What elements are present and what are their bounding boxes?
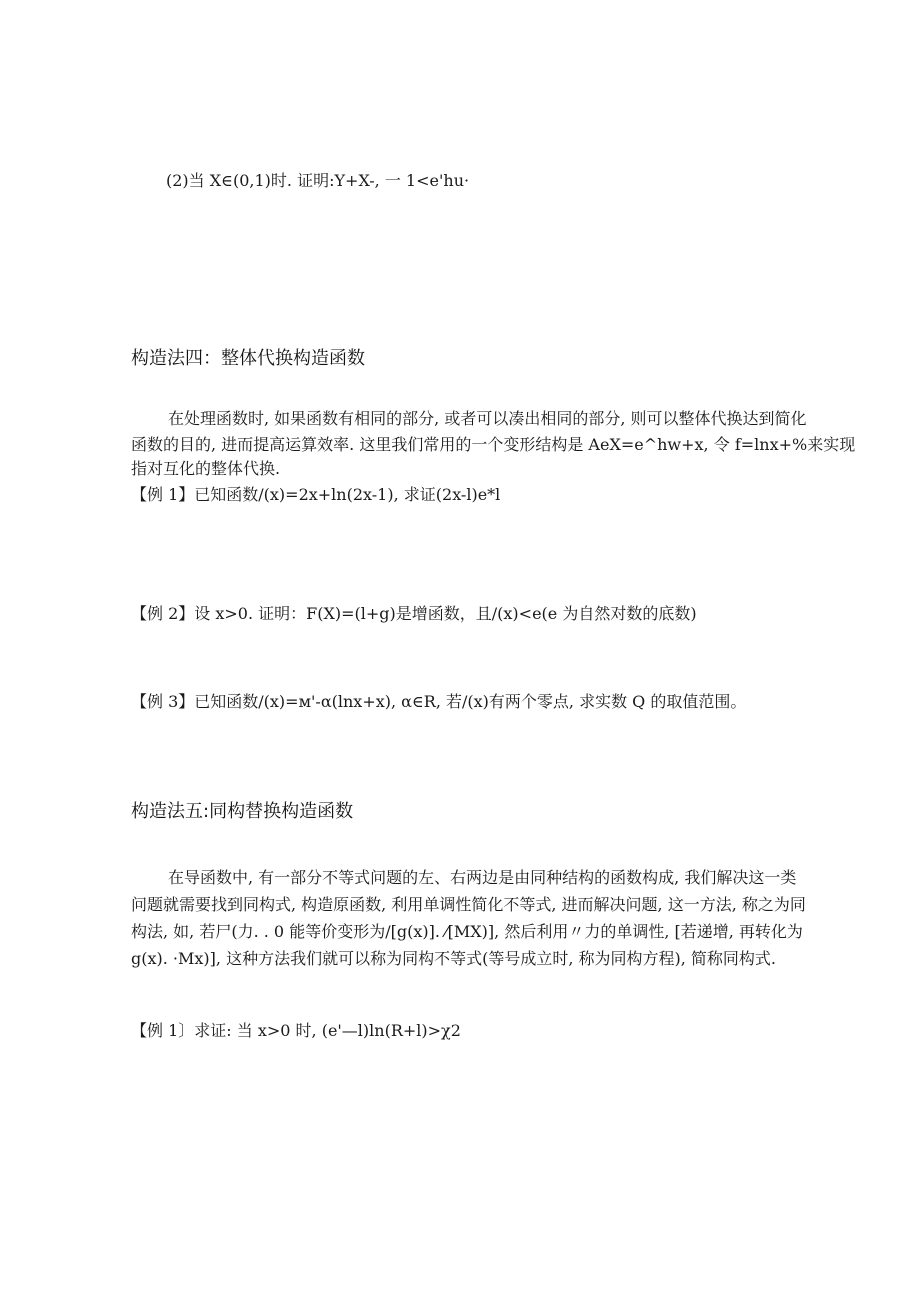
section-4-paragraph-line: 指对互化的整体代换. <box>131 459 281 478</box>
problem-part-2: (2)当 X∈(0,1)时. 证明:Y+X-, 一 1<e'hu· <box>166 171 470 190</box>
section-5-paragraph-line: 在导函数中, 有一部分不等式问题的左、右两边是由同种结构的函数构成, 我们解决这一类 <box>168 868 797 887</box>
section-4-paragraph-line: 函数的目的, 进而提高运算效率. 这里我们常用的一个变形结构是 AeX=e^hw+x, 令 f=lnx+%来实现 <box>131 435 856 454</box>
section-4-heading: 构造法四：整体代换构造函数 <box>131 348 365 369</box>
section-5-paragraph-line: 构法, 如, 若尸(力. . 0 能等价变形为/[g(x)]. ⁄[MX)], 然后利用〃力的单调性, [若递增, 再转化为 <box>131 922 803 941</box>
section-4-example-1: 【例 1】已知函数/(x)=2x+ln(2x-1), 求证(2x-l)e*l <box>131 485 501 504</box>
section-4-example-3: 【例 3】已知函数/(x)=м'-α(lnx+x), α∈R, 若/(x)有两个零点, 求实数 Q 的取值范围。 <box>131 692 747 711</box>
section-4-example-2: 【例 2】设 x>0. 证明：F(X)=(l+g)是增函数，且/(x)<e(e 为自然对数的底数) <box>131 604 697 623</box>
section-5-example-1: 【例 1〕求证: 当 x>0 时, (e'—l)ln(R+l)>χ2 <box>131 1021 461 1040</box>
section-4-paragraph-line: 在处理函数时, 如果函数有相同的部分, 或者可以凑出相同的部分, 则可以整体代换达到简化 <box>168 409 807 428</box>
section-5-heading: 构造法五:同构替换构造函数 <box>131 801 354 822</box>
section-5-paragraph-line: g(x). ·Mx)], 这种方法我们就可以称为同构不等式(等号成立时, 称为同构方程), 简称同构式. <box>131 949 776 968</box>
section-5-paragraph-line: 问题就需要找到同构式, 构造原函数, 利用单调性简化不等式, 进而解决问题, 这一方法, 称之为同 <box>131 895 806 914</box>
